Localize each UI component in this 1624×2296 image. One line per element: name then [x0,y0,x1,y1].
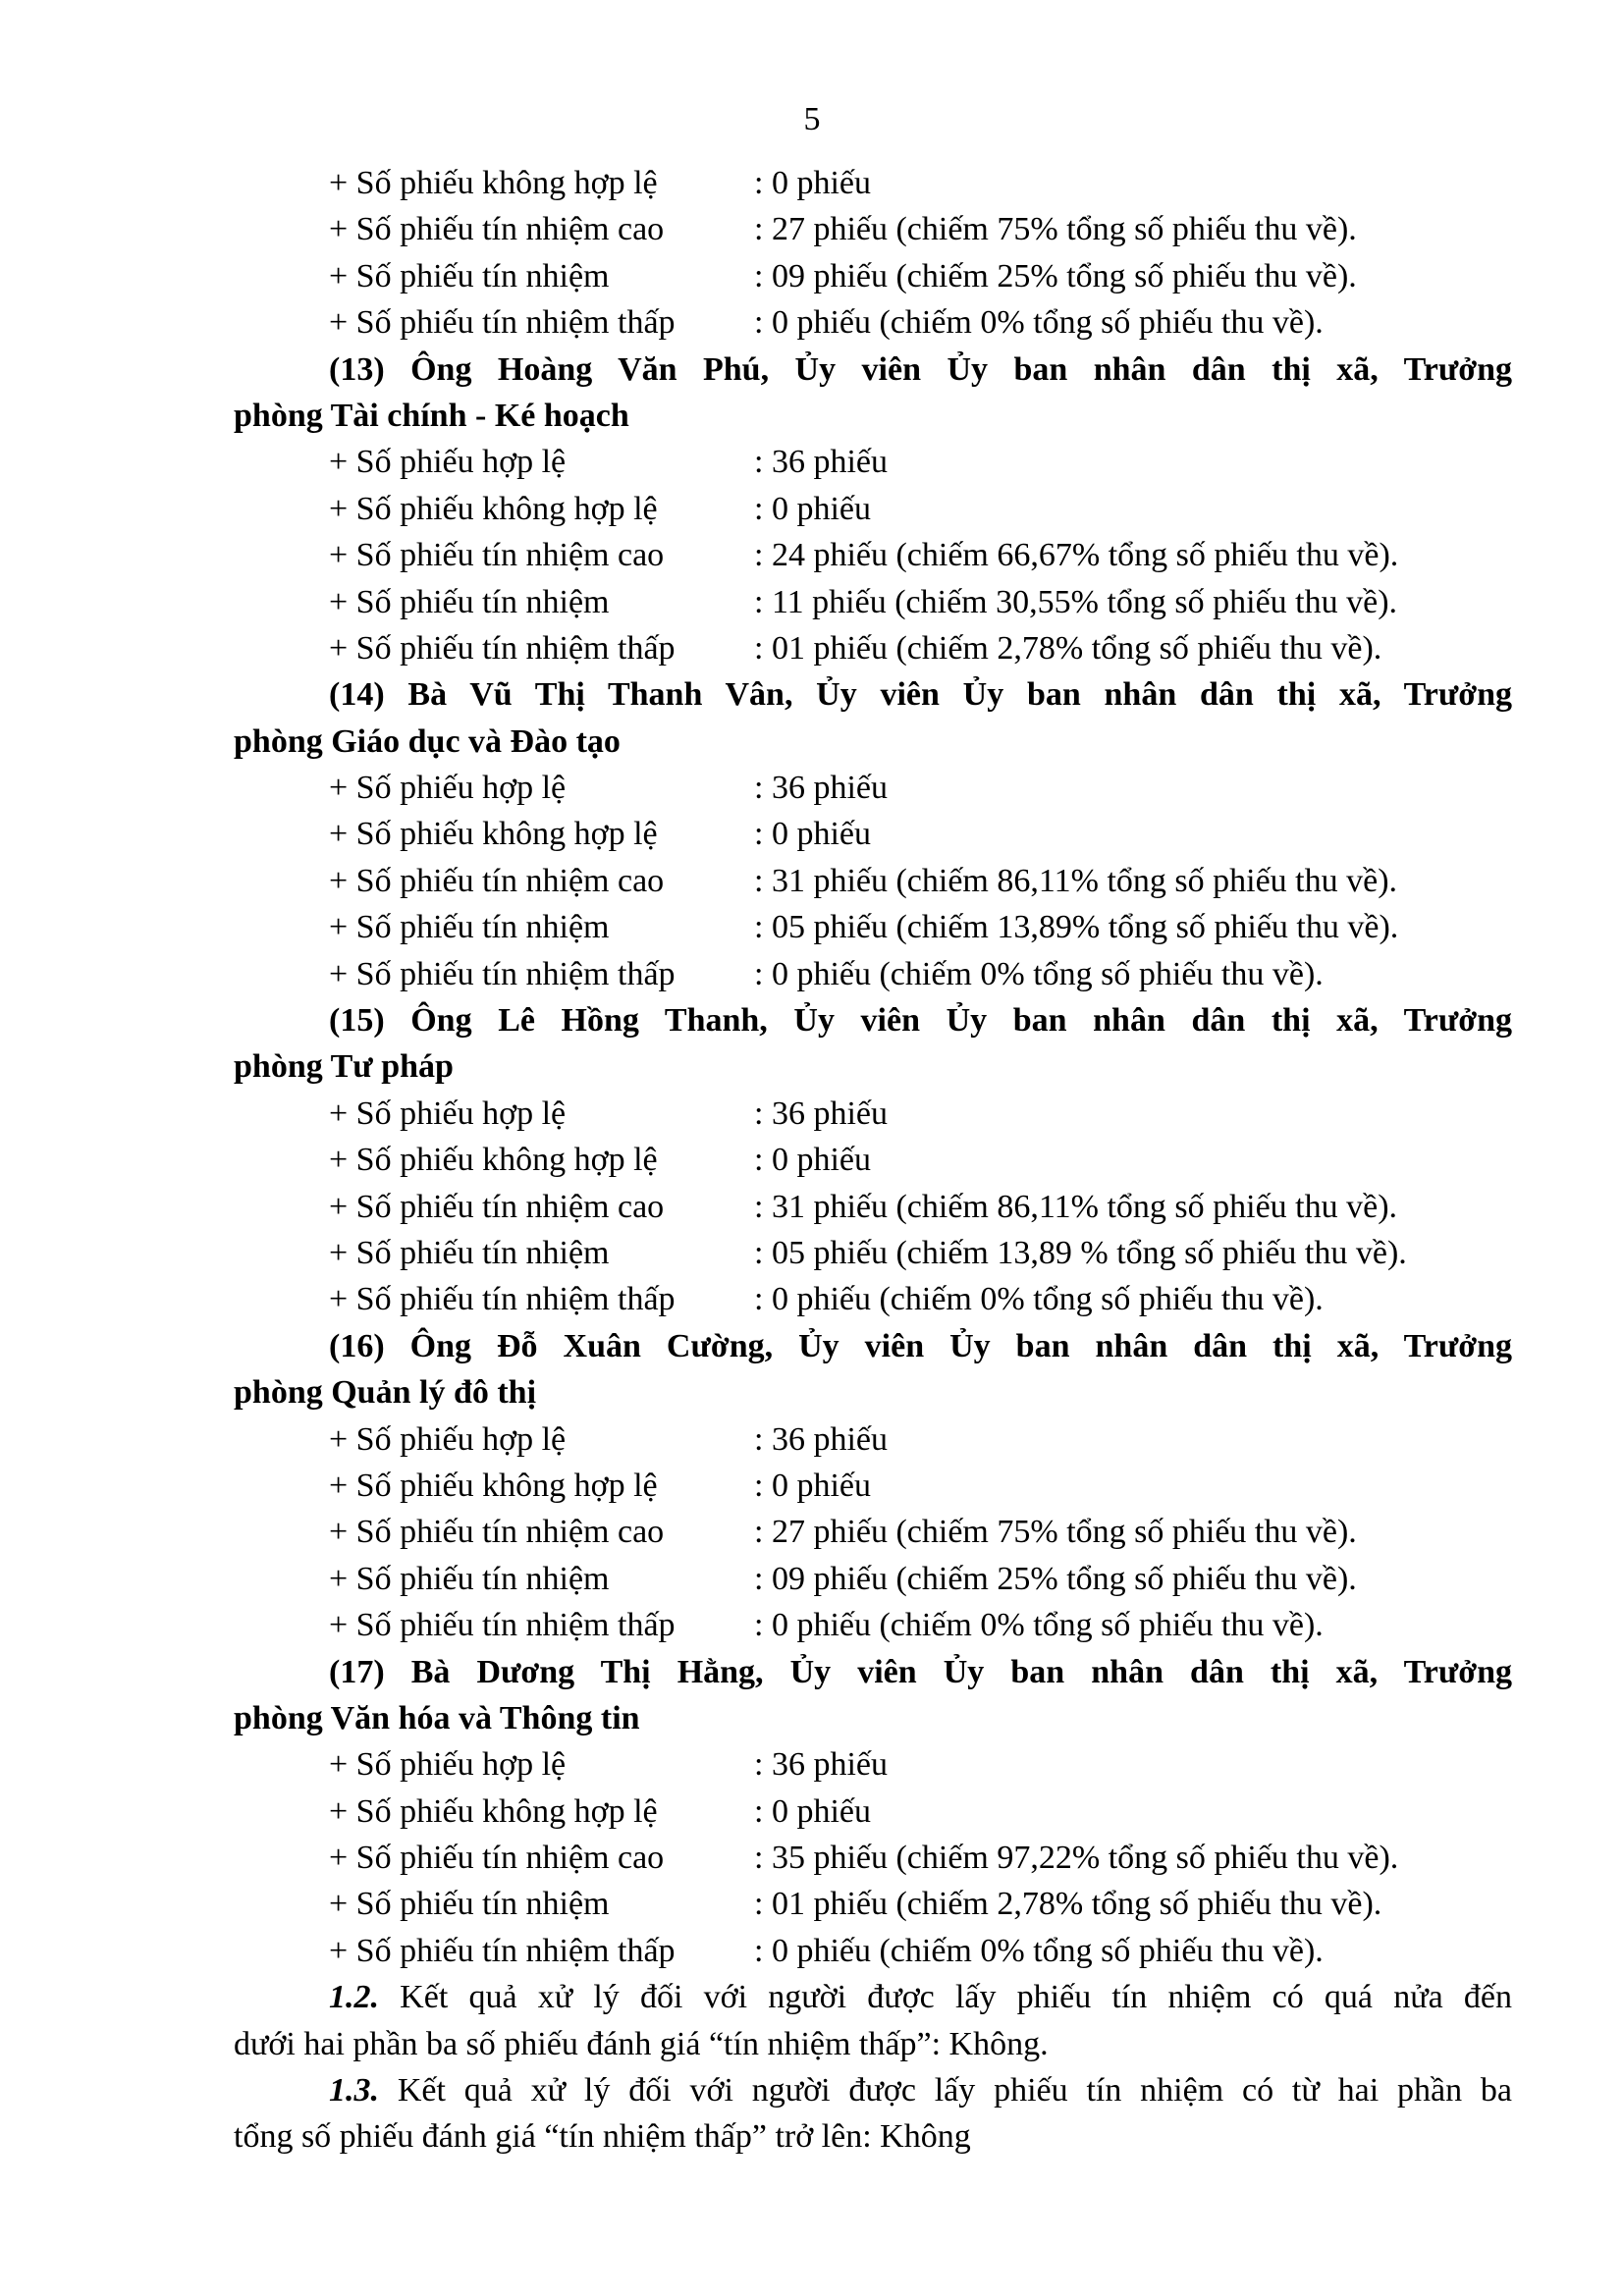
paragraph-number: 1.2. [329,1979,379,2016]
item-value: : 0 phiếu [754,1467,871,1504]
item-label: + Số phiếu tín nhiệm thấp [329,1932,676,1969]
item-label: + Số phiếu tín nhiệm [329,583,610,620]
vote-item [234,299,1512,346]
section-heading: (17) Bà Dương Thị Hằng, Ủy viên Ủy ban nhân dân thị xã, Trưởng [329,1653,1512,1690]
vote-item [234,765,1512,811]
section-heading: (14) Bà Vũ Thị Thanh Vân, Ủy viên Ủy ban nhân dân thị xã, Trưởng [329,676,1512,714]
vote-item [234,1276,1512,1322]
item-value: : 0 phiếu [754,816,871,853]
item-label: + Số phiếu tín nhiệm [329,257,610,294]
section-heading-continued: phòng Tài chính - Ké hoạch [234,397,629,434]
item-value: : 0 phiếu (chiếm 0% tổng số phiếu thu về). [754,1281,1324,1318]
item-label: + Số phiếu tín nhiệm cao [329,537,665,574]
item-value: : 09 phiếu (chiếm 25% tổng số phiếu thu về). [754,1560,1357,1597]
item-label: + Số phiếu tín nhiệm thấp [329,1607,676,1644]
item-label: + Số phiếu tín nhiệm cao [329,862,665,899]
paragraph-continued: dưới hai phần ba số phiếu đánh giá “tín nhiệm thấp”: Không. [234,2025,1049,2062]
vote-item [234,206,1512,252]
item-label: + Số phiếu hợp lệ [329,1420,567,1458]
item-label: + Số phiếu tín nhiệm cao [329,1188,665,1225]
item-value: : 31 phiếu (chiếm 86,11% tổng số phiếu thu về). [754,1188,1398,1225]
vote-item [234,1091,1512,1137]
item-value: : 01 phiếu (chiếm 2,78% tổng số phiếu thu về). [754,1886,1382,1923]
vote-item [234,625,1512,671]
item-value: : 0 phiếu [754,165,871,201]
vote-item [234,1230,1512,1276]
vote-item [234,1184,1512,1230]
vote-item [234,951,1512,997]
item-label: + Số phiếu không hợp lệ [329,490,658,527]
vote-item [234,253,1512,299]
item-label: + Số phiếu tín nhiệm [329,1560,610,1597]
item-value: : 36 phiếu [754,1420,888,1458]
vote-item [234,1835,1512,1881]
item-value: : 0 phiếu (chiếm 0% tổng số phiếu thu về). [754,304,1324,342]
vote-item [234,579,1512,625]
document-body [234,160,1512,2161]
vote-item [234,1556,1512,1602]
result-paragraph-1-3 [234,2067,1512,2113]
section-heading: (13) Ông Hoàng Văn Phú, Ủy viên Ủy ban nhân dân thị xã, Trưởng [329,350,1512,388]
vote-item [234,486,1512,532]
paragraph-text: Kết quả xử lý đối với người được lấy phiếu tín nhiệm có từ hai phần ba [379,2072,1512,2109]
vote-item [234,532,1512,578]
vote-item [234,1741,1512,1788]
section-heading: (16) Ông Đỗ Xuân Cường, Ủy viên Ủy ban nhân dân thị xã, Trưởng [329,1327,1512,1364]
vote-item [234,811,1512,857]
item-label: + Số phiếu không hợp lệ [329,816,658,853]
item-value: : 0 phiếu [754,1792,871,1830]
item-value: : 27 phiếu (chiếm 75% tổng số phiếu thu về). [754,211,1357,248]
item-label: + Số phiếu không hợp lệ [329,1467,658,1504]
item-label: + Số phiếu tín nhiệm cao [329,1840,665,1877]
item-label: + Số phiếu hợp lệ [329,444,567,481]
item-value: : 0 phiếu [754,1142,871,1179]
item-value: : 24 phiếu (chiếm 66,67% tổng số phiếu thu về). [754,537,1399,574]
vote-item [234,1137,1512,1183]
vote-item [234,1881,1512,1927]
item-label: + Số phiếu tín nhiệm [329,909,610,946]
item-value: : 36 phiếu [754,1746,888,1784]
vote-item [234,439,1512,485]
paragraph-continued: tổng số phiếu đánh giá “tín nhiệm thấp” trở lên: Không [234,2118,971,2156]
item-label: + Số phiếu tín nhiệm thấp [329,1281,676,1318]
paragraph-text: Kết quả xử lý đối với người được lấy phiếu tín nhiệm có quá nửa đến [379,1979,1512,2016]
item-value: : 31 phiếu (chiếm 86,11% tổng số phiếu thu về). [754,862,1398,899]
item-label: + Số phiếu hợp lệ [329,1095,567,1132]
section-heading-continued: phòng Giáo dục và Đào tạo [234,722,621,760]
vote-item [234,904,1512,950]
item-value: : 01 phiếu (chiếm 2,78% tổng số phiếu thu về). [754,629,1382,667]
item-value: : 0 phiếu (chiếm 0% tổng số phiếu thu về). [754,955,1324,992]
item-value: : 35 phiếu (chiếm 97,22% tổng số phiếu thu về). [754,1840,1399,1877]
result-paragraph-1-2 [234,1974,1512,2020]
item-value: : 05 phiếu (chiếm 13,89 % tổng số phiếu thu về). [754,1234,1407,1271]
item-value: : 36 phiếu [754,444,888,481]
item-label: + Số phiếu hợp lệ [329,1746,567,1784]
item-label: + Số phiếu tín nhiệm thấp [329,629,676,667]
vote-item [234,1789,1512,1835]
item-value: : 36 phiếu [754,770,888,807]
section-heading: (15) Ông Lê Hồng Thanh, Ủy viên Ủy ban nhân dân thị xã, Trưởng [329,1002,1512,1040]
item-label: + Số phiếu không hợp lệ [329,1142,658,1179]
page-number: 5 [803,101,821,137]
vote-item [234,1416,1512,1463]
item-label: + Số phiếu tín nhiệm thấp [329,955,676,992]
vote-item [234,1602,1512,1648]
item-value: : 05 phiếu (chiếm 13,89% tổng số phiếu thu về). [754,909,1399,946]
item-label: + Số phiếu hợp lệ [329,770,567,807]
section-heading-continued: phòng Quản lý đô thị [234,1374,537,1412]
item-label: + Số phiếu tín nhiệm thấp [329,304,676,342]
item-label: + Số phiếu tín nhiệm [329,1886,610,1923]
vote-item [234,1509,1512,1555]
item-label: + Số phiếu không hợp lệ [329,1792,658,1830]
vote-item [234,1463,1512,1509]
item-value: : 11 phiếu (chiếm 30,55% tổng số phiếu thu về). [754,583,1398,620]
item-label: + Số phiếu không hợp lệ [329,165,658,201]
vote-item [234,160,1512,206]
vote-item [234,858,1512,904]
item-value: : 0 phiếu [754,490,871,527]
section-heading-continued: phòng Văn hóa và Thông tin [234,1699,640,1736]
item-value: : 0 phiếu (chiếm 0% tổng số phiếu thu về). [754,1607,1324,1644]
item-value: : 36 phiếu [754,1095,888,1132]
item-value: : 27 phiếu (chiếm 75% tổng số phiếu thu về). [754,1514,1357,1551]
vote-item [234,1928,1512,1974]
item-label: + Số phiếu tín nhiệm cao [329,211,665,248]
paragraph-number: 1.3. [329,2072,379,2109]
item-value: : 09 phiếu (chiếm 25% tổng số phiếu thu về). [754,257,1357,294]
item-value: : 0 phiếu (chiếm 0% tổng số phiếu thu về). [754,1932,1324,1969]
item-label: + Số phiếu tín nhiệm [329,1234,610,1271]
item-label: + Số phiếu tín nhiệm cao [329,1514,665,1551]
section-heading-continued: phòng Tư pháp [234,1048,454,1086]
